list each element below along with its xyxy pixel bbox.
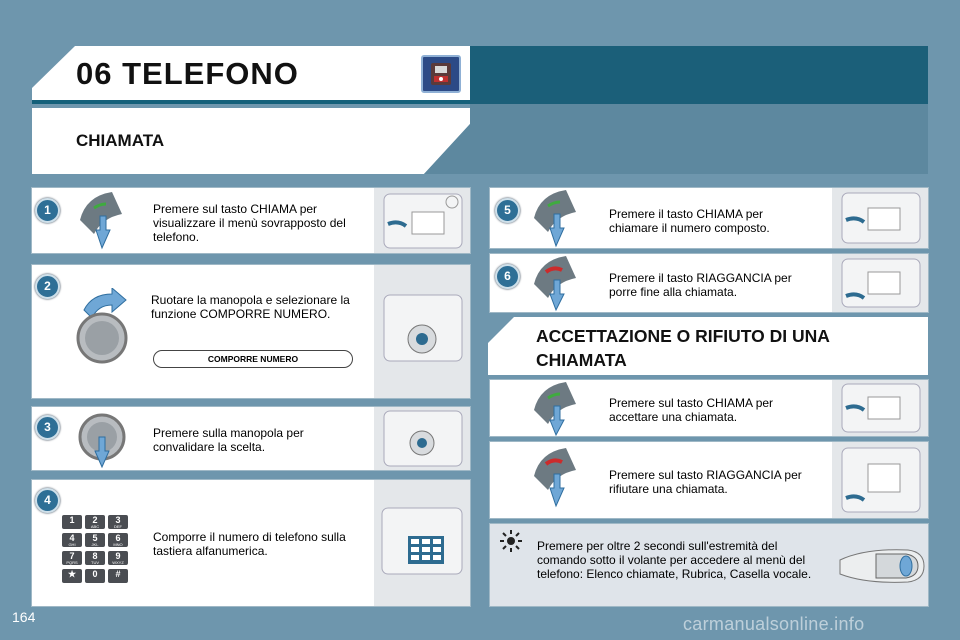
page-number: 164 [12, 609, 36, 625]
hangup-button-icon [526, 254, 586, 312]
step-badge-6: 6 [495, 264, 520, 289]
step-badge-3: 3 [35, 415, 60, 440]
sun-tip-icon [500, 530, 522, 552]
page-title: TELEFONO [122, 56, 299, 91]
radio-panel-thumb-5 [832, 188, 928, 248]
step-text-1: Premere sul tasto CHIAMA per visualizzare il menù sovrapposto del telefono. [153, 202, 346, 244]
step-text-5: Premere il tasto CHIAMA per chiamare il numero composto. [609, 207, 770, 235]
keypad-key: 7 PQRS [62, 551, 82, 565]
accept-text: Premere sul tasto CHIAMA per accettare una chiamata. [609, 396, 774, 424]
step-badge-4: 4 [35, 488, 60, 513]
step-text-2: Ruotare la manopola e selezionare la funzione COMPORRE NUMERO. [151, 293, 350, 321]
radio-panel-thumb-accept [832, 380, 928, 436]
section-title-accettazione: ACCETTAZIONE O RIFIUTO DI UNA CHIAMATA [536, 326, 830, 370]
radio-panel-thumb-2 [374, 265, 470, 398]
keypad-key: # [108, 569, 128, 583]
keypad-key: 5 JKL [85, 533, 105, 547]
knob-press-icon [76, 409, 128, 469]
keypad-key: 1 [62, 515, 82, 529]
step-text-4: Comporre il numero di telefono sulla tastiera alfanumerica. [153, 530, 346, 558]
reject-text: Premere sul tasto RIAGGANCIA per rifiutare una chiamata. [609, 468, 802, 496]
step-badge-1: 1 [35, 198, 60, 223]
step-text-6: Premere il tasto RIAGGANCIA per porre fine alla chiamata. [609, 271, 792, 299]
watermark-text: carmanualsonline.info [683, 614, 865, 634]
keypad-key: 0 [85, 569, 105, 583]
step-text-3: Premere sulla manopola per convalidare la scelta. [153, 426, 304, 454]
step-badge-2: 2 [35, 274, 60, 299]
keypad-key: 9 WXYZ [108, 551, 128, 565]
step-badge-5: 5 [495, 198, 520, 223]
menu-chip-comporre-numero: COMPORRE NUMERO [153, 350, 353, 368]
tip-text: Premere per oltre 2 secondi sull'estremità del comando sotto il volante per accedere al menù del telefono: Elenco chiamate, Rubrica, Casella vocale. [537, 539, 812, 581]
call-button-icon [526, 380, 586, 436]
phone-icon [421, 55, 461, 93]
call-button-icon [526, 188, 586, 248]
call-button-icon [72, 190, 132, 250]
keypad-key: 4 GHI [62, 533, 82, 547]
radio-panel-thumb-6 [832, 254, 928, 312]
radio-panel-thumb-1 [374, 188, 470, 253]
steering-stalk-icon [836, 530, 926, 602]
section-title-chiamata: CHIAMATA [76, 131, 165, 150]
keypad-key: 2 ABC [85, 515, 105, 529]
radio-panel-thumb-reject [832, 442, 928, 518]
keypad-key: 3 DEF [108, 515, 128, 529]
hangup-button-icon [526, 446, 586, 508]
rotary-knob-icon [70, 288, 134, 370]
chapter-number: 06 [76, 56, 113, 91]
keypad-key: 8 TUV [85, 551, 105, 565]
radio-panel-thumb-3 [374, 407, 470, 470]
keypad-key: ★ [62, 569, 82, 583]
radio-panel-thumb-4 [374, 480, 470, 606]
keypad-key: 6 MNO [108, 533, 128, 547]
